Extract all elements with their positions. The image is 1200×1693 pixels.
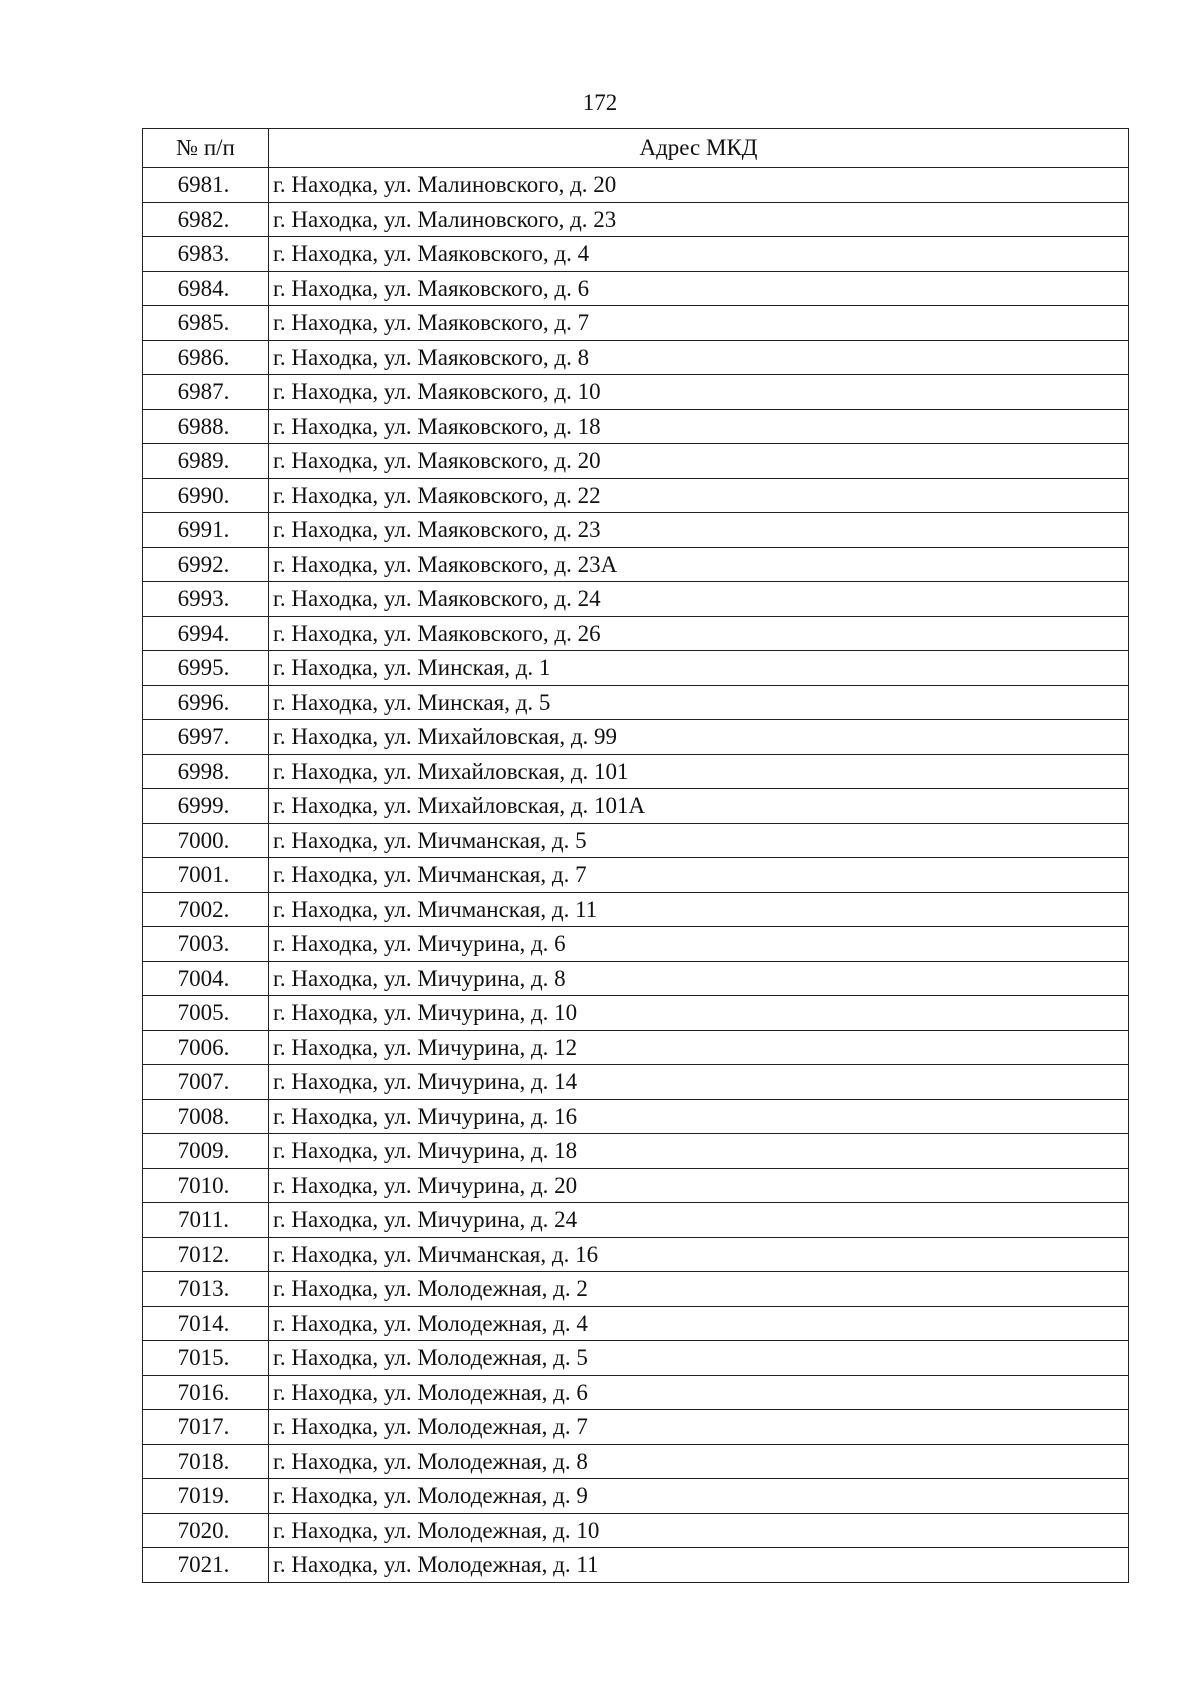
table-row bbox=[143, 478, 1129, 513]
row-address: г. Находка, ул. Молодежная, д. 8 bbox=[269, 1444, 1129, 1479]
row-number: 6986. bbox=[143, 340, 269, 375]
row-address: г. Находка, ул. Мичманская, д. 7 bbox=[269, 858, 1129, 893]
row-address: г. Находка, ул. Маяковского, д. 4 bbox=[269, 237, 1129, 272]
row-number: 7012. bbox=[143, 1237, 269, 1272]
table-row bbox=[143, 237, 1129, 272]
row-address: г. Находка, ул. Малиновского, д. 23 bbox=[269, 202, 1129, 237]
row-address: г. Находка, ул. Маяковского, д. 26 bbox=[269, 616, 1129, 651]
row-address: г. Находка, ул. Маяковского, д. 7 bbox=[269, 306, 1129, 341]
table-header bbox=[143, 129, 1129, 168]
table-row bbox=[143, 651, 1129, 686]
table-row bbox=[143, 685, 1129, 720]
row-number: 7001. bbox=[143, 858, 269, 893]
row-number: 6982. bbox=[143, 202, 269, 237]
row-address: г. Находка, ул. Михайловская, д. 101А bbox=[269, 789, 1129, 824]
row-number: 7015. bbox=[143, 1341, 269, 1376]
row-number: 7004. bbox=[143, 961, 269, 996]
row-number: 6990. bbox=[143, 478, 269, 513]
row-address: г. Находка, ул. Минская, д. 5 bbox=[269, 685, 1129, 720]
table-row bbox=[143, 271, 1129, 306]
table-row bbox=[143, 1237, 1129, 1272]
row-address: г. Находка, ул. Мичурина, д. 24 bbox=[269, 1203, 1129, 1238]
table-row bbox=[143, 1272, 1129, 1307]
row-number: 7021. bbox=[143, 1548, 269, 1583]
table-row bbox=[143, 616, 1129, 651]
table-row bbox=[143, 1410, 1129, 1445]
row-address: г. Находка, ул. Мичурина, д. 6 bbox=[269, 927, 1129, 962]
row-address: г. Находка, ул. Маяковского, д. 8 bbox=[269, 340, 1129, 375]
table-row bbox=[143, 1306, 1129, 1341]
row-number: 6999. bbox=[143, 789, 269, 824]
row-address: г. Находка, ул. Мичурина, д. 18 bbox=[269, 1134, 1129, 1169]
table-row bbox=[143, 720, 1129, 755]
row-number: 6981. bbox=[143, 168, 269, 203]
table-row bbox=[143, 409, 1129, 444]
row-address: г. Находка, ул. Мичманская, д. 11 bbox=[269, 892, 1129, 927]
row-number: 7005. bbox=[143, 996, 269, 1031]
row-address: г. Находка, ул. Маяковского, д. 10 bbox=[269, 375, 1129, 410]
row-number: 7011. bbox=[143, 1203, 269, 1238]
table-row bbox=[143, 1065, 1129, 1100]
row-number: 6998. bbox=[143, 754, 269, 789]
row-address: г. Находка, ул. Маяковского, д. 23 bbox=[269, 513, 1129, 548]
row-address: г. Находка, ул. Мичурина, д. 14 bbox=[269, 1065, 1129, 1100]
table-row bbox=[143, 1099, 1129, 1134]
table-row bbox=[143, 789, 1129, 824]
table-row bbox=[143, 202, 1129, 237]
page-number: 172 bbox=[582, 90, 618, 115]
row-number: 7014. bbox=[143, 1306, 269, 1341]
table-row bbox=[143, 996, 1129, 1031]
table-body bbox=[143, 168, 1129, 1583]
row-number: 6987. bbox=[143, 375, 269, 410]
row-number: 6997. bbox=[143, 720, 269, 755]
row-number: 7009. bbox=[143, 1134, 269, 1169]
row-number: 7016. bbox=[143, 1375, 269, 1410]
table-row bbox=[143, 1375, 1129, 1410]
table-row bbox=[143, 168, 1129, 203]
table-row bbox=[143, 858, 1129, 893]
column-header-address: Адрес МКД bbox=[269, 129, 1129, 168]
row-number: 6983. bbox=[143, 237, 269, 272]
row-address: г. Находка, ул. Молодежная, д. 11 bbox=[269, 1548, 1129, 1583]
table-row bbox=[143, 1030, 1129, 1065]
row-number: 6992. bbox=[143, 547, 269, 582]
row-address: г. Находка, ул. Молодежная, д. 5 bbox=[269, 1341, 1129, 1376]
row-address: г. Находка, ул. Мичурина, д. 8 bbox=[269, 961, 1129, 996]
row-address: г. Находка, ул. Мичманская, д. 5 bbox=[269, 823, 1129, 858]
row-number: 6984. bbox=[143, 271, 269, 306]
row-address: г. Находка, ул. Молодежная, д. 6 bbox=[269, 1375, 1129, 1410]
row-address: г. Находка, ул. Мичманская, д. 16 bbox=[269, 1237, 1129, 1272]
row-address: г. Находка, ул. Михайловская, д. 99 bbox=[269, 720, 1129, 755]
row-address: г. Находка, ул. Маяковского, д. 18 bbox=[269, 409, 1129, 444]
table-row bbox=[143, 1134, 1129, 1169]
row-number: 6991. bbox=[143, 513, 269, 548]
row-address: г. Находка, ул. Мичурина, д. 16 bbox=[269, 1099, 1129, 1134]
row-number: 7020. bbox=[143, 1513, 269, 1548]
row-address: г. Находка, ул. Молодежная, д. 2 bbox=[269, 1272, 1129, 1307]
row-number: 6988. bbox=[143, 409, 269, 444]
row-address: г. Находка, ул. Маяковского, д. 6 bbox=[269, 271, 1129, 306]
row-number: 7018. bbox=[143, 1444, 269, 1479]
row-number: 7007. bbox=[143, 1065, 269, 1100]
table-row bbox=[143, 754, 1129, 789]
row-address: г. Находка, ул. Молодежная, д. 10 bbox=[269, 1513, 1129, 1548]
row-address: г. Находка, ул. Мичурина, д. 20 bbox=[269, 1168, 1129, 1203]
row-number: 7006. bbox=[143, 1030, 269, 1065]
table-row bbox=[143, 444, 1129, 479]
row-number: 6996. bbox=[143, 685, 269, 720]
table-row bbox=[143, 961, 1129, 996]
row-number: 6985. bbox=[143, 306, 269, 341]
table-row bbox=[143, 892, 1129, 927]
row-number: 7008. bbox=[143, 1099, 269, 1134]
row-number: 7000. bbox=[143, 823, 269, 858]
row-address: г. Находка, ул. Маяковского, д. 22 bbox=[269, 478, 1129, 513]
row-number: 7017. bbox=[143, 1410, 269, 1445]
row-number: 7002. bbox=[143, 892, 269, 927]
row-address: г. Находка, ул. Молодежная, д. 9 bbox=[269, 1479, 1129, 1514]
row-address: г. Находка, ул. Мичурина, д. 10 bbox=[269, 996, 1129, 1031]
table-row bbox=[143, 582, 1129, 617]
row-number: 7010. bbox=[143, 1168, 269, 1203]
row-address: г. Находка, ул. Михайловская, д. 101 bbox=[269, 754, 1129, 789]
table-row bbox=[143, 1341, 1129, 1376]
row-number: 6993. bbox=[143, 582, 269, 617]
table-row bbox=[143, 1168, 1129, 1203]
row-address: г. Находка, ул. Маяковского, д. 24 bbox=[269, 582, 1129, 617]
row-number: 6989. bbox=[143, 444, 269, 479]
row-address: г. Находка, ул. Молодежная, д. 7 bbox=[269, 1410, 1129, 1445]
row-number: 7003. bbox=[143, 927, 269, 962]
row-number: 7019. bbox=[143, 1479, 269, 1514]
row-address: г. Находка, ул. Мичурина, д. 12 bbox=[269, 1030, 1129, 1065]
row-number: 6994. bbox=[143, 616, 269, 651]
row-address: г. Находка, ул. Минская, д. 1 bbox=[269, 651, 1129, 686]
table-row bbox=[143, 375, 1129, 410]
table-row bbox=[143, 823, 1129, 858]
row-address: г. Находка, ул. Молодежная, д. 4 bbox=[269, 1306, 1129, 1341]
table-row bbox=[143, 547, 1129, 582]
row-number: 7013. bbox=[143, 1272, 269, 1307]
table-row bbox=[143, 340, 1129, 375]
address-table bbox=[142, 128, 1129, 1583]
header-row bbox=[143, 129, 1129, 168]
row-address: г. Находка, ул. Маяковского, д. 23А bbox=[269, 547, 1129, 582]
table-row bbox=[143, 1479, 1129, 1514]
table-row bbox=[143, 927, 1129, 962]
table-row bbox=[143, 1548, 1129, 1583]
table-row bbox=[143, 513, 1129, 548]
row-address: г. Находка, ул. Маяковского, д. 20 bbox=[269, 444, 1129, 479]
row-number: 6995. bbox=[143, 651, 269, 686]
table-row bbox=[143, 306, 1129, 341]
column-header-number: № п/п bbox=[143, 129, 269, 168]
table-row bbox=[143, 1444, 1129, 1479]
row-address: г. Находка, ул. Малиновского, д. 20 bbox=[269, 168, 1129, 203]
table-row bbox=[143, 1203, 1129, 1238]
table-row bbox=[143, 1513, 1129, 1548]
